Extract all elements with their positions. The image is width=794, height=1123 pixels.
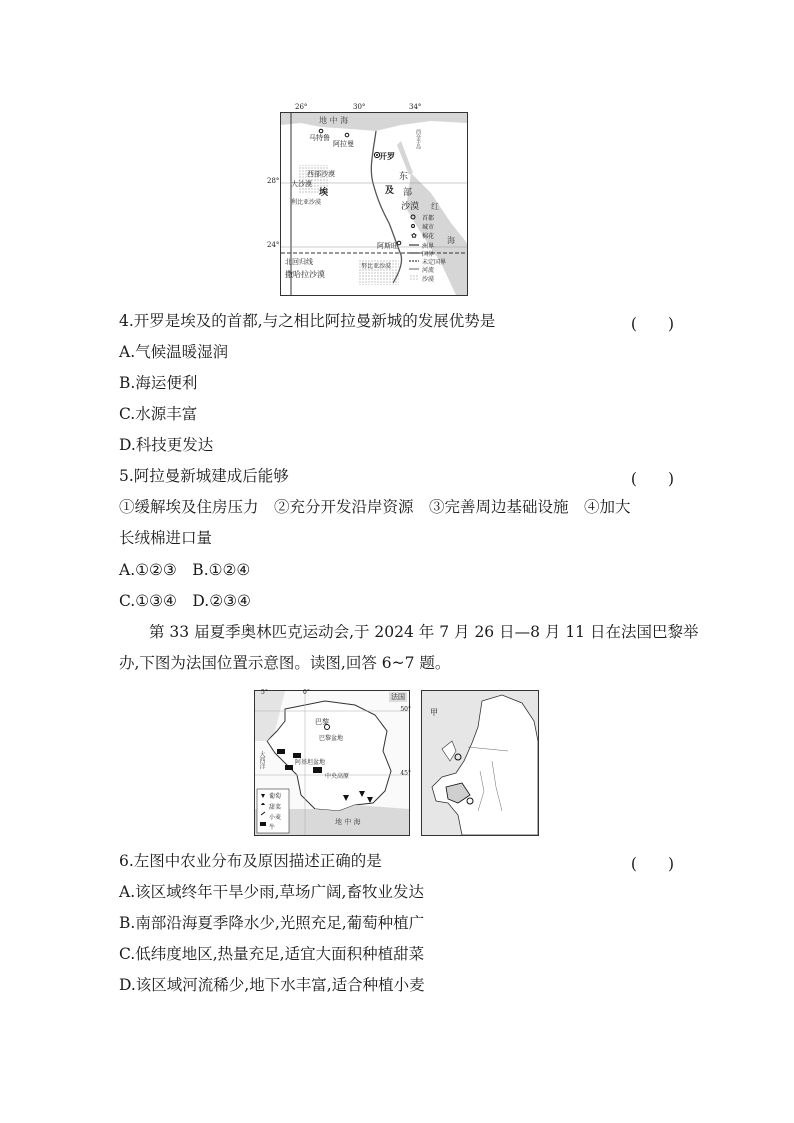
marker-1: [455, 754, 461, 760]
france-legend-wheat: 小麦: [269, 814, 282, 821]
france-label-central: 中央高原: [325, 773, 350, 780]
passage-line1: 第 33 届夏季奥林匹克运动会,于 2024 年 7 月 26 日—8 月 11 日在法国巴黎举: [149, 623, 699, 641]
europe-map-svg: [422, 691, 538, 835]
legend-continent-border: 洲界: [422, 243, 435, 250]
map-label-egypt-1: 埃: [319, 188, 329, 198]
france-label-5deg: 5°: [261, 689, 268, 696]
france-map: [254, 690, 410, 836]
lat-label-24: 24°: [267, 241, 280, 249]
q4-answer-paren[interactable]: ( ): [630, 315, 674, 333]
france-label-0deg: 0°: [303, 689, 310, 696]
passage-line2: 办,下图为法国位置示意图。读图,回答 6~7 题。: [119, 654, 451, 672]
map-label-nubian: 努比亚沙漠: [361, 263, 392, 270]
france-legend-beet: 甜菜: [269, 804, 282, 811]
britain-shape: [442, 741, 456, 761]
q4-option-a[interactable]: A.气候温暖湿润: [119, 343, 229, 361]
map-label-red-sea-2: 海: [447, 236, 455, 245]
mediterranean-sea-shape: [281, 113, 467, 131]
map-label-eastern-2: 部: [403, 188, 413, 198]
q4-stem: 4.开罗是埃及的首都,与之相比阿拉曼新城的发展优势是: [119, 312, 496, 330]
france-map-title: 法国: [391, 693, 405, 701]
lat-label-28: 28°: [267, 177, 280, 185]
map-label-egypt-2: 及: [385, 186, 395, 196]
france-label-aquitaine: 阿基坦盆地: [295, 759, 326, 766]
q5-answer-paren[interactable]: ( ): [630, 470, 674, 488]
map-label-eastern-3: 沙漠: [401, 202, 420, 212]
legend-undefined-border: 未定国界: [422, 259, 447, 266]
europe-label-jia: 甲: [430, 708, 438, 717]
map-label-great-sand: 大沙漠: [291, 180, 312, 188]
legend-cotton: 棉花: [422, 233, 435, 240]
egypt-map: [267, 103, 468, 296]
map-label-sahara: 撒哈拉沙漠: [285, 270, 325, 279]
map-label-western-desert: 西部沙漠: [307, 170, 335, 178]
legend-river: 河流: [422, 267, 435, 274]
legend-capital: 首都: [422, 215, 435, 222]
legend-city: 城市: [422, 224, 435, 231]
france-legend-cattle: 牛: [269, 824, 276, 831]
map-label-alamein: 阿拉曼: [333, 140, 354, 148]
lon-label-34: 34°: [409, 103, 422, 111]
map-label-sea: 地 中 海: [319, 116, 349, 125]
legend-desert: 沙漠: [422, 276, 435, 283]
svg-text:✿: ✿: [411, 232, 417, 240]
q5-options-line2[interactable]: C.①③④ D.②③④: [119, 592, 251, 610]
map-label-cairo: 开罗: [379, 151, 395, 161]
q6-answer-paren[interactable]: ( ): [630, 855, 674, 873]
france-label-med: 地 中 海: [335, 818, 361, 826]
map-label-aswan: 阿斯旺: [377, 242, 398, 250]
q4-option-b[interactable]: B.海运便利: [119, 374, 198, 392]
legend-country-border: 国界: [422, 251, 435, 258]
map-label-sinai: 西奈半岛: [415, 129, 421, 149]
france-label-45deg: 45°: [400, 770, 411, 777]
q6-option-a[interactable]: A.该区域终年干旱少雨,草场广阔,畜牧业发达: [119, 883, 424, 901]
map-label-red-sea-1: 红: [431, 202, 439, 211]
france-label-50deg: 50°: [400, 706, 411, 713]
france-label-ocean: 大西洋: [258, 751, 265, 769]
q5-items-line2: 长绒棉进口量: [119, 529, 213, 547]
europe-map: [421, 690, 539, 836]
europe-land: [432, 695, 538, 835]
map-label-tropic: 北回归线: [285, 258, 313, 266]
france-label-paris: 巴黎: [315, 718, 329, 726]
france-legend-grape: 葡萄: [269, 793, 282, 800]
q6-option-c[interactable]: C.低纬度地区,热量充足,适宜大面积种植甜菜: [119, 945, 425, 963]
lon-label-30: 30°: [353, 103, 366, 111]
cairo-capital-dot: [376, 154, 378, 156]
q6-option-d[interactable]: D.该区域河流稀少,地下水丰富,适合种植小麦: [119, 976, 425, 994]
q5-options-line1[interactable]: A.①②③ B.①②④: [119, 561, 251, 579]
central-highland-symbol: [313, 767, 322, 773]
map-label-matruh: 马特鲁: [309, 134, 330, 142]
q4-option-c[interactable]: C.水源丰富: [119, 405, 198, 423]
map-label-libyan: 利比亚沙漠: [291, 199, 322, 206]
alamein-city-marker: [345, 133, 349, 137]
france-label-basin: 巴黎盆地: [319, 735, 344, 742]
q6-option-b[interactable]: B.南部沿海夏季降水少,光照充足,葡萄种植广: [119, 914, 425, 932]
lon-label-26: 26°: [295, 103, 308, 111]
map-label-eastern-1: 东: [399, 172, 409, 182]
q4-option-d[interactable]: D.科技更发达: [119, 436, 214, 454]
q5-stem: 5.阿拉曼新城建成后能够: [119, 467, 289, 485]
q5-items-line1: ①缓解埃及住房压力 ②充分开发沿岸资源 ③完善周边基础设施 ④加大: [119, 498, 631, 516]
q6-stem: 6.左图中农业分布及原因描述正确的是: [119, 852, 382, 870]
